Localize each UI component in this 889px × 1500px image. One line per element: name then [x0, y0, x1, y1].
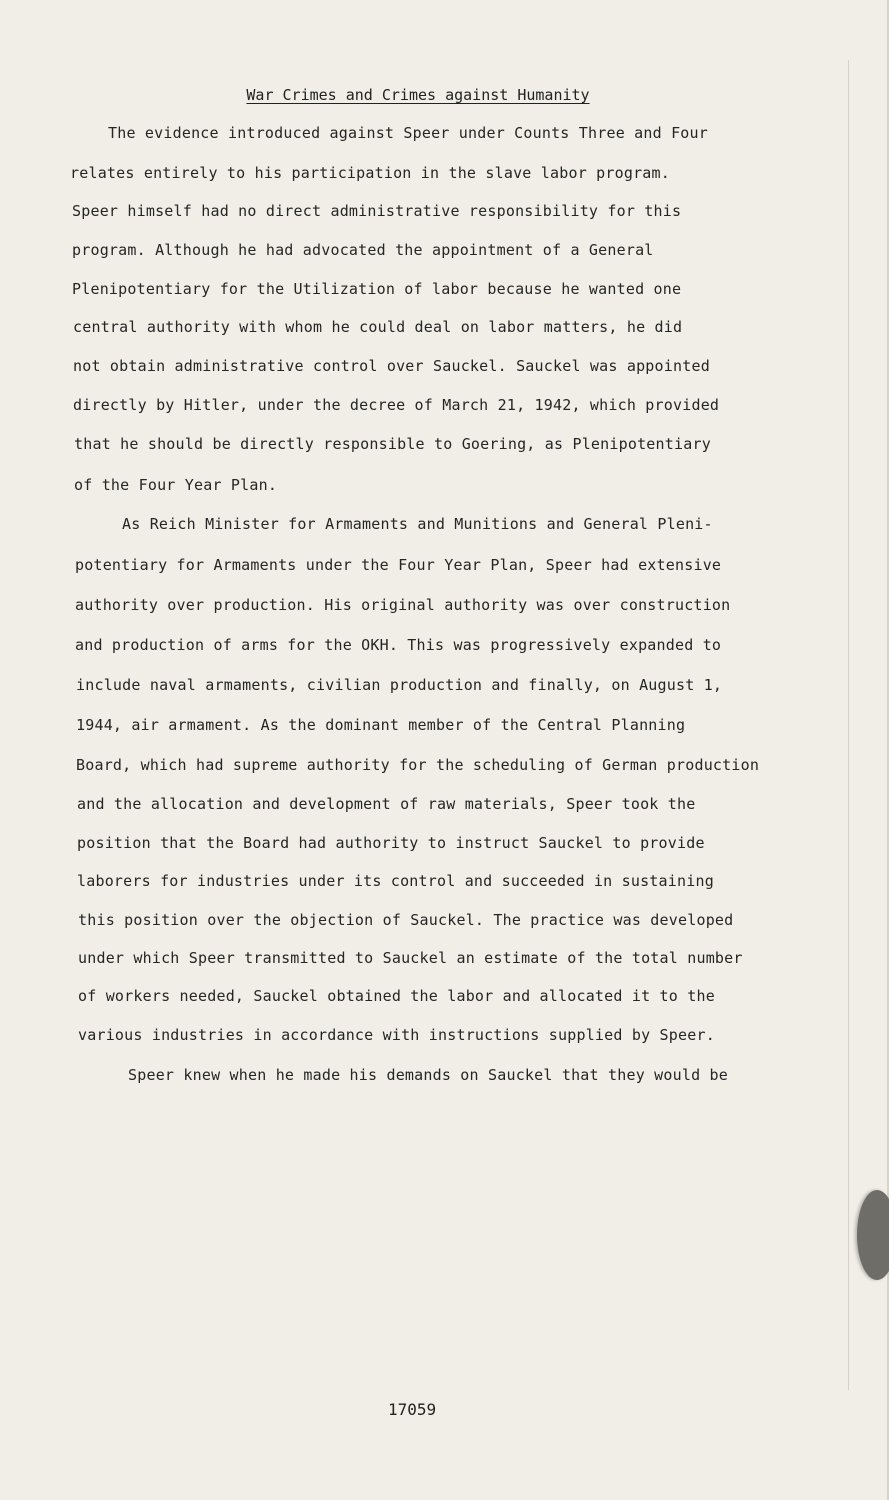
- text-line: central authority with whom he could deal on labor matters, he did: [73, 318, 683, 336]
- text-line: Board, which had supreme authority for the scheduling of German production: [76, 756, 760, 774]
- text-line: Speer himself had no direct administrative responsibility for this: [72, 202, 682, 220]
- text-line: this position over the objection of Sauckel. The practice was developed: [78, 911, 734, 929]
- text-line: As Reich Minister for Armaments and Munitions and General Pleni-: [122, 515, 713, 533]
- text-line: The evidence introduced against Speer under Counts Three and Four: [108, 124, 708, 142]
- text-line: and the allocation and development of raw materials, Speer took the: [77, 795, 696, 813]
- text-line: laborers for industries under its control and succeeded in sustaining: [77, 872, 714, 890]
- page-number: 17059: [388, 1400, 437, 1419]
- binder-hole: [857, 1190, 889, 1280]
- section-title: War Crimes and Crimes against Humanity: [246, 86, 590, 104]
- text-line: and production of arms for the OKH. This was progressively expanded to: [75, 636, 722, 654]
- text-line: of workers needed, Sauckel obtained the labor and allocated it to the: [78, 987, 715, 1005]
- text-line: potentiary for Armaments under the Four Year Plan, Speer had extensive: [75, 556, 722, 574]
- text-line: 1944, air armament. As the dominant member of the Central Planning: [76, 716, 686, 734]
- text-line: Speer knew when he made his demands on Sauckel that they would be: [128, 1066, 728, 1084]
- text-line: various industries in accordance with instructions supplied by Speer.: [78, 1026, 715, 1044]
- text-line: not obtain administrative control over Sauckel. Sauckel was appointed: [73, 357, 710, 375]
- text-line: position that the Board had authority to instruct Sauckel to provide: [77, 834, 705, 852]
- text-line: relates entirely to his participation in the slave labor program.: [70, 164, 670, 182]
- text-line: include naval armaments, civilian production and finally, on August 1,: [76, 676, 723, 694]
- text-line: that he should be directly responsible to Goering, as Plenipotentiary: [74, 435, 711, 453]
- text-line: Plenipotentiary for the Utilization of labor because he wanted one: [72, 280, 682, 298]
- text-line: directly by Hitler, under the decree of March 21, 1942, which provided: [73, 396, 720, 414]
- page-edge-line: [848, 60, 849, 1390]
- text-line: program. Although he had advocated the appointment of a General: [72, 241, 654, 259]
- text-line: authority over production. His original authority was over construction: [75, 596, 731, 614]
- text-line: under which Speer transmitted to Sauckel an estimate of the total number: [78, 949, 743, 967]
- text-line: of the Four Year Plan.: [74, 476, 278, 494]
